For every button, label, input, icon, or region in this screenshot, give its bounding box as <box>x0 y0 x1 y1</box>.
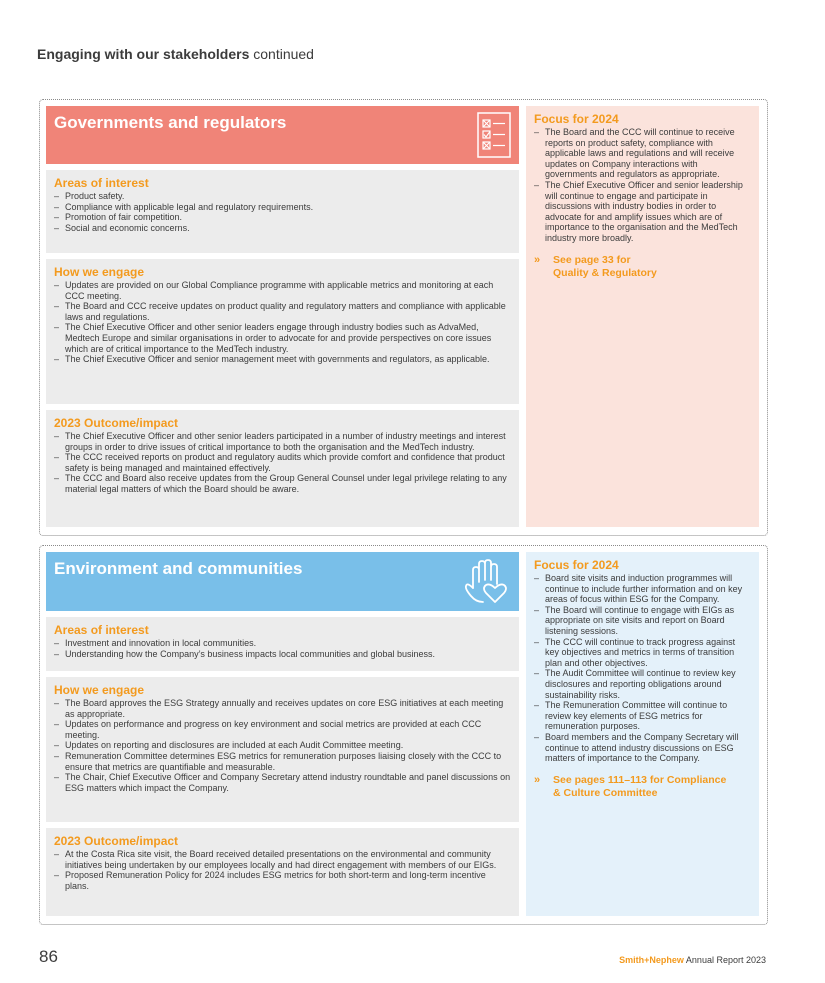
list-item: – The Chair, Chief Executive Officer and Company Secretary attend industry roundtable and panel discussions on ESG matters which impact the Company. <box>54 772 511 793</box>
governments-outcome-heading: 2023 Outcome/impact <box>54 416 179 430</box>
environment-outcome-heading: 2023 Outcome/impact <box>54 834 179 848</box>
header-title-rest: continued <box>249 46 314 62</box>
list-item: – Investment and innovation in local communities. <box>54 638 511 649</box>
hand-heart-icon <box>463 558 509 606</box>
brand-name: Smith+Nephew <box>619 955 684 965</box>
list-item: – Product safety. <box>54 191 511 202</box>
governments-engage-block <box>46 259 519 404</box>
governments-outcome-block <box>46 410 519 527</box>
environment-panel <box>39 545 768 925</box>
environment-areas-list <box>54 638 511 659</box>
list-item: – The Audit Committee will continue to review key disclosures and reporting obligations around sustainability risks. <box>534 668 751 700</box>
environment-outcome-block <box>46 828 519 916</box>
governments-panel <box>39 99 768 536</box>
environment-focus-list <box>534 573 751 764</box>
environment-focus-panel <box>526 552 759 916</box>
environment-areas-block <box>46 617 519 671</box>
list-item: – The Chief Executive Officer and senior management meet with governments and regulators, as applicable. <box>54 354 511 365</box>
header-title-bold: Engaging with our stakeholders <box>37 46 250 62</box>
list-item: – The CCC received reports on product and regulatory audits which provide comfort and confidence that product safety is being managed and maintained effectively. <box>54 452 511 473</box>
environment-engage-heading: How we engage <box>54 683 145 697</box>
environment-outcome-list <box>54 849 511 891</box>
governments-areas-block <box>46 170 519 253</box>
see-link-line2: & Culture Committee <box>553 786 658 799</box>
double-chevron-right-icon: » <box>534 773 541 786</box>
list-item: – The Board and the CCC will continue to receive reports on product safety, compliance with applicable laws and regulations and will receive updates on Company interactions with governments and regulators as appropriate. <box>534 127 751 180</box>
governments-engage-heading: How we engage <box>54 265 145 279</box>
list-item: – The Chief Executive Officer and senior leadership will continue to engage and participate in discussions with industry bodies in order to advocate for and amplify issues which are of importance to the organisation and the MedTech industry more broadly. <box>534 180 751 244</box>
list-item: – Board site visits and induction programmes will continue to include further information and on key areas of focus within ESG for the Company. <box>534 573 751 605</box>
governments-banner <box>46 106 519 164</box>
list-item: – The CCC will continue to track progress against key objectives and metrics in terms of transition plan and other objectives. <box>534 637 751 669</box>
report-title: Annual Report 2023 <box>683 955 766 965</box>
list-item: – The Remuneration Committee will continue to review key elements of ESG metrics for remuneration purposes. <box>534 700 751 732</box>
environment-title: Environment and communities <box>54 559 303 578</box>
governments-see-page-link[interactable] <box>534 254 751 280</box>
page-number: 86 <box>39 947 58 966</box>
governments-outcome-list <box>54 431 511 495</box>
list-item: – Promotion of fair competition. <box>54 212 511 223</box>
list-item: – The Chief Executive Officer and other senior leaders participated in a number of industry meetings and interest groups in order to drive issues of critical importance to both the organisation and the MedTech industry. <box>54 431 511 452</box>
list-item: – Proposed Remuneration Policy for 2024 includes ESG metrics for both short-term and long-term incentive plans. <box>54 870 511 891</box>
see-link-line2: Quality & Regulatory <box>553 266 657 279</box>
list-item: – The Chief Executive Officer and other senior leaders engage through industry bodies such as AdvaMed, Medtech Europe and similar organisations in order to advocate for and provide perspectives on core issues which are of critical importance to the MedTech industry. <box>54 322 511 354</box>
list-item: – The CCC and Board also receive updates from the Group General Counsel under legal privilege relating to any material legal matters of which the Board should be aware. <box>54 473 511 494</box>
list-item: – The Board and CCC receive updates on product quality and regulatory matters and compliance with applicable laws and regulations. <box>54 301 511 322</box>
environment-engage-list <box>54 698 511 793</box>
list-item: – The Board approves the ESG Strategy annually and receives updates on core ESG initiatives at each meeting as appropriate. <box>54 698 511 719</box>
governments-areas-heading: Areas of interest <box>54 176 149 190</box>
environment-focus-heading: Focus for 2024 <box>534 558 619 572</box>
list-item: – Understanding how the Company’s business impacts local communities and global business. <box>54 649 511 660</box>
list-item: – Updates on performance and progress on key environment and social metrics are provided at each CCC meeting. <box>54 719 511 740</box>
governments-focus-list <box>534 127 751 244</box>
environment-banner <box>46 552 519 611</box>
list-item: – The Board will continue to engage with EIGs as appropriate on site visits and report on Board listening sessions. <box>534 605 751 637</box>
list-item: – At the Costa Rica site visit, the Board received detailed presentations on the environmental and community initiatives being undertaken by our employees locally and had direct engagement with members of our EIGs. <box>54 849 511 870</box>
governments-focus-panel <box>526 106 759 527</box>
environment-see-page-link[interactable] <box>534 774 751 800</box>
governments-title: Governments and regulators <box>54 113 287 132</box>
governments-focus-heading: Focus for 2024 <box>534 112 619 126</box>
list-item: – Updates are provided on our Global Compliance programme with applicable metrics and monitoring at each CCC meeting. <box>54 280 511 301</box>
environment-areas-heading: Areas of interest <box>54 623 149 637</box>
list-item: – Updates on reporting and disclosures are included at each Audit Committee meeting. <box>54 740 511 751</box>
list-item: – Social and economic concerns. <box>54 223 511 234</box>
see-link-line1: See page 33 for <box>553 253 631 266</box>
checklist-icon <box>477 112 511 158</box>
list-item: – Compliance with applicable legal and regulatory requirements. <box>54 202 511 213</box>
list-item: – Remuneration Committee determines ESG metrics for remuneration purposes liaising closely with the CCC to ensure that metrics are quantifiable and measurable. <box>54 751 511 772</box>
environment-engage-block <box>46 677 519 822</box>
see-link-line1: See pages 111–113 for Compliance <box>553 773 727 786</box>
report-footer <box>619 955 766 965</box>
governments-engage-list <box>54 280 511 365</box>
governments-areas-list <box>54 191 511 233</box>
page-header <box>37 46 314 62</box>
double-chevron-right-icon: » <box>534 253 541 266</box>
list-item: – Board members and the Company Secretary will continue to attend industry discussions on ESG matters of importance to the Company. <box>534 732 751 764</box>
